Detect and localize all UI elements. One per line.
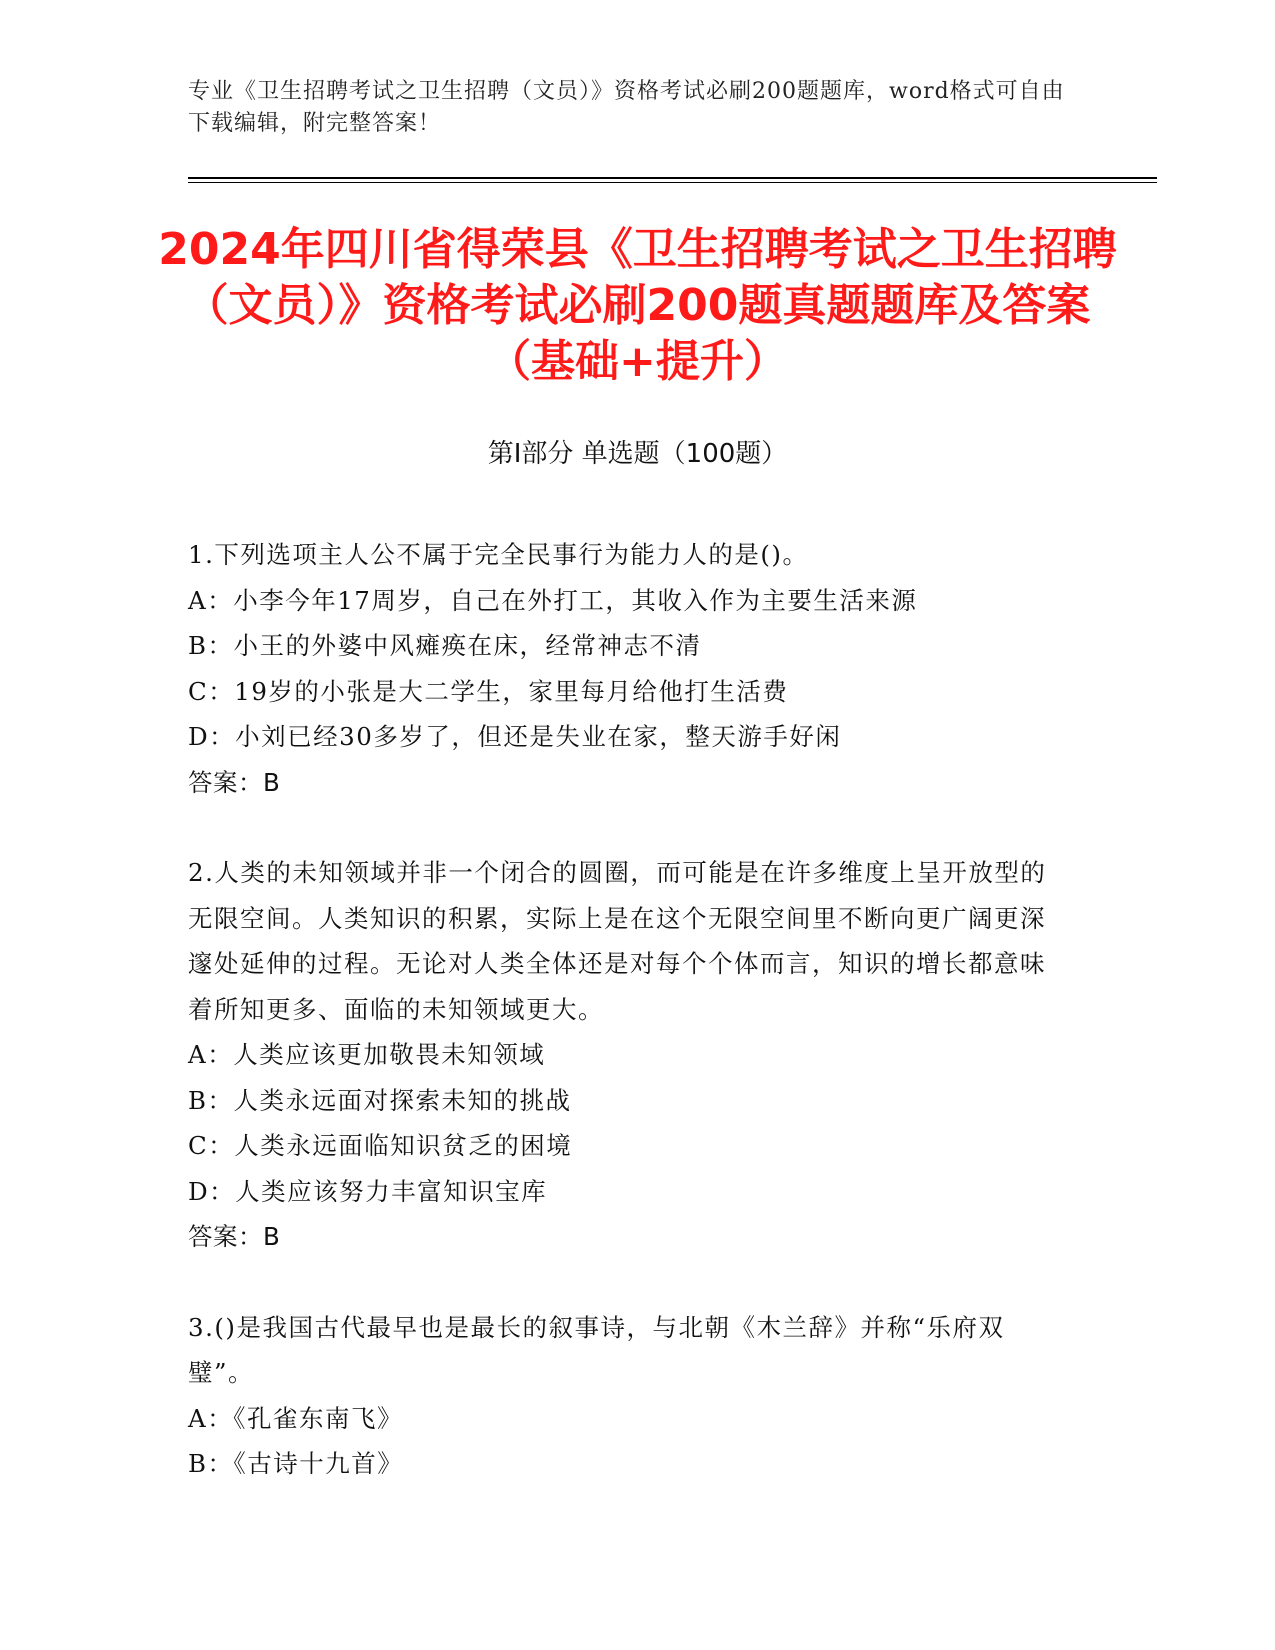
answer-text: 答案：B — [188, 1222, 281, 1251]
document-title: 2024年四川省得荣县《卫生招聘考试之卫生招聘（文员）》资格考试必刷200题真题题库及答案（基础+提升） — [158, 224, 1117, 387]
option-c: C：人类永远面临知识贫乏的困境 — [188, 1131, 573, 1160]
question-list — [188, 532, 1068, 1532]
option-d: D：小刘已经30多岁了，但还是失业在家，整天游手好闲 — [188, 722, 842, 751]
option-b: B：《古诗十九首》 — [188, 1449, 404, 1478]
section-title: 第Ⅰ部分 单选题（100题） — [487, 439, 788, 469]
question-2 — [188, 850, 1068, 1260]
option-d: D：人类应该努力丰富知识宝库 — [188, 1176, 548, 1206]
option-a: A：人类应该更加敬畏未知领域 — [188, 1040, 546, 1069]
question-1 — [188, 532, 1068, 805]
option-a: A：小李今年17周岁，自己在外打工，其收入作为主要生活来源 — [188, 585, 918, 615]
answer-text: 答案：B — [188, 767, 281, 797]
question-3 — [188, 1305, 1068, 1487]
option-a: A：《孔雀东南飞》 — [188, 1403, 403, 1433]
option-b: B：人类永远面对探索未知的挑战 — [188, 1085, 572, 1115]
header-rule-thick — [188, 177, 1157, 179]
header-note: 专业《卫生招聘考试之卫生招聘（文员）》资格考试必刷200题题库，word格式可自由下载编辑，附完整答案！ — [188, 79, 1065, 136]
option-c: C：19岁的小张是大二学生，家里每月给他打生活费 — [188, 676, 789, 706]
header-rule-thin — [188, 182, 1157, 183]
option-b: B：小王的外婆中风瘫痪在床，经常神志不清 — [188, 631, 702, 660]
question-stem: 3.()是我国古代最早也是最长的叙事诗，与北朝《木兰辞》并称“乐府双璧”。 — [188, 1312, 1005, 1387]
question-stem: 2.人类的未知领域并非一个闭合的圆圈，而可能是在许多维度上呈开放型的无限空间。人类知识的积累，实际上是在这个无限空间里不断向更广阔更深邃处延伸的过程。无论对人类全体还是对每个个体而言，知识的增长都意味着所知更多、面临的未知领域更大。 — [188, 858, 1047, 1024]
question-stem: 1.下列选项主人公不属于完全民事行为能力人的是()。 — [188, 540, 809, 569]
